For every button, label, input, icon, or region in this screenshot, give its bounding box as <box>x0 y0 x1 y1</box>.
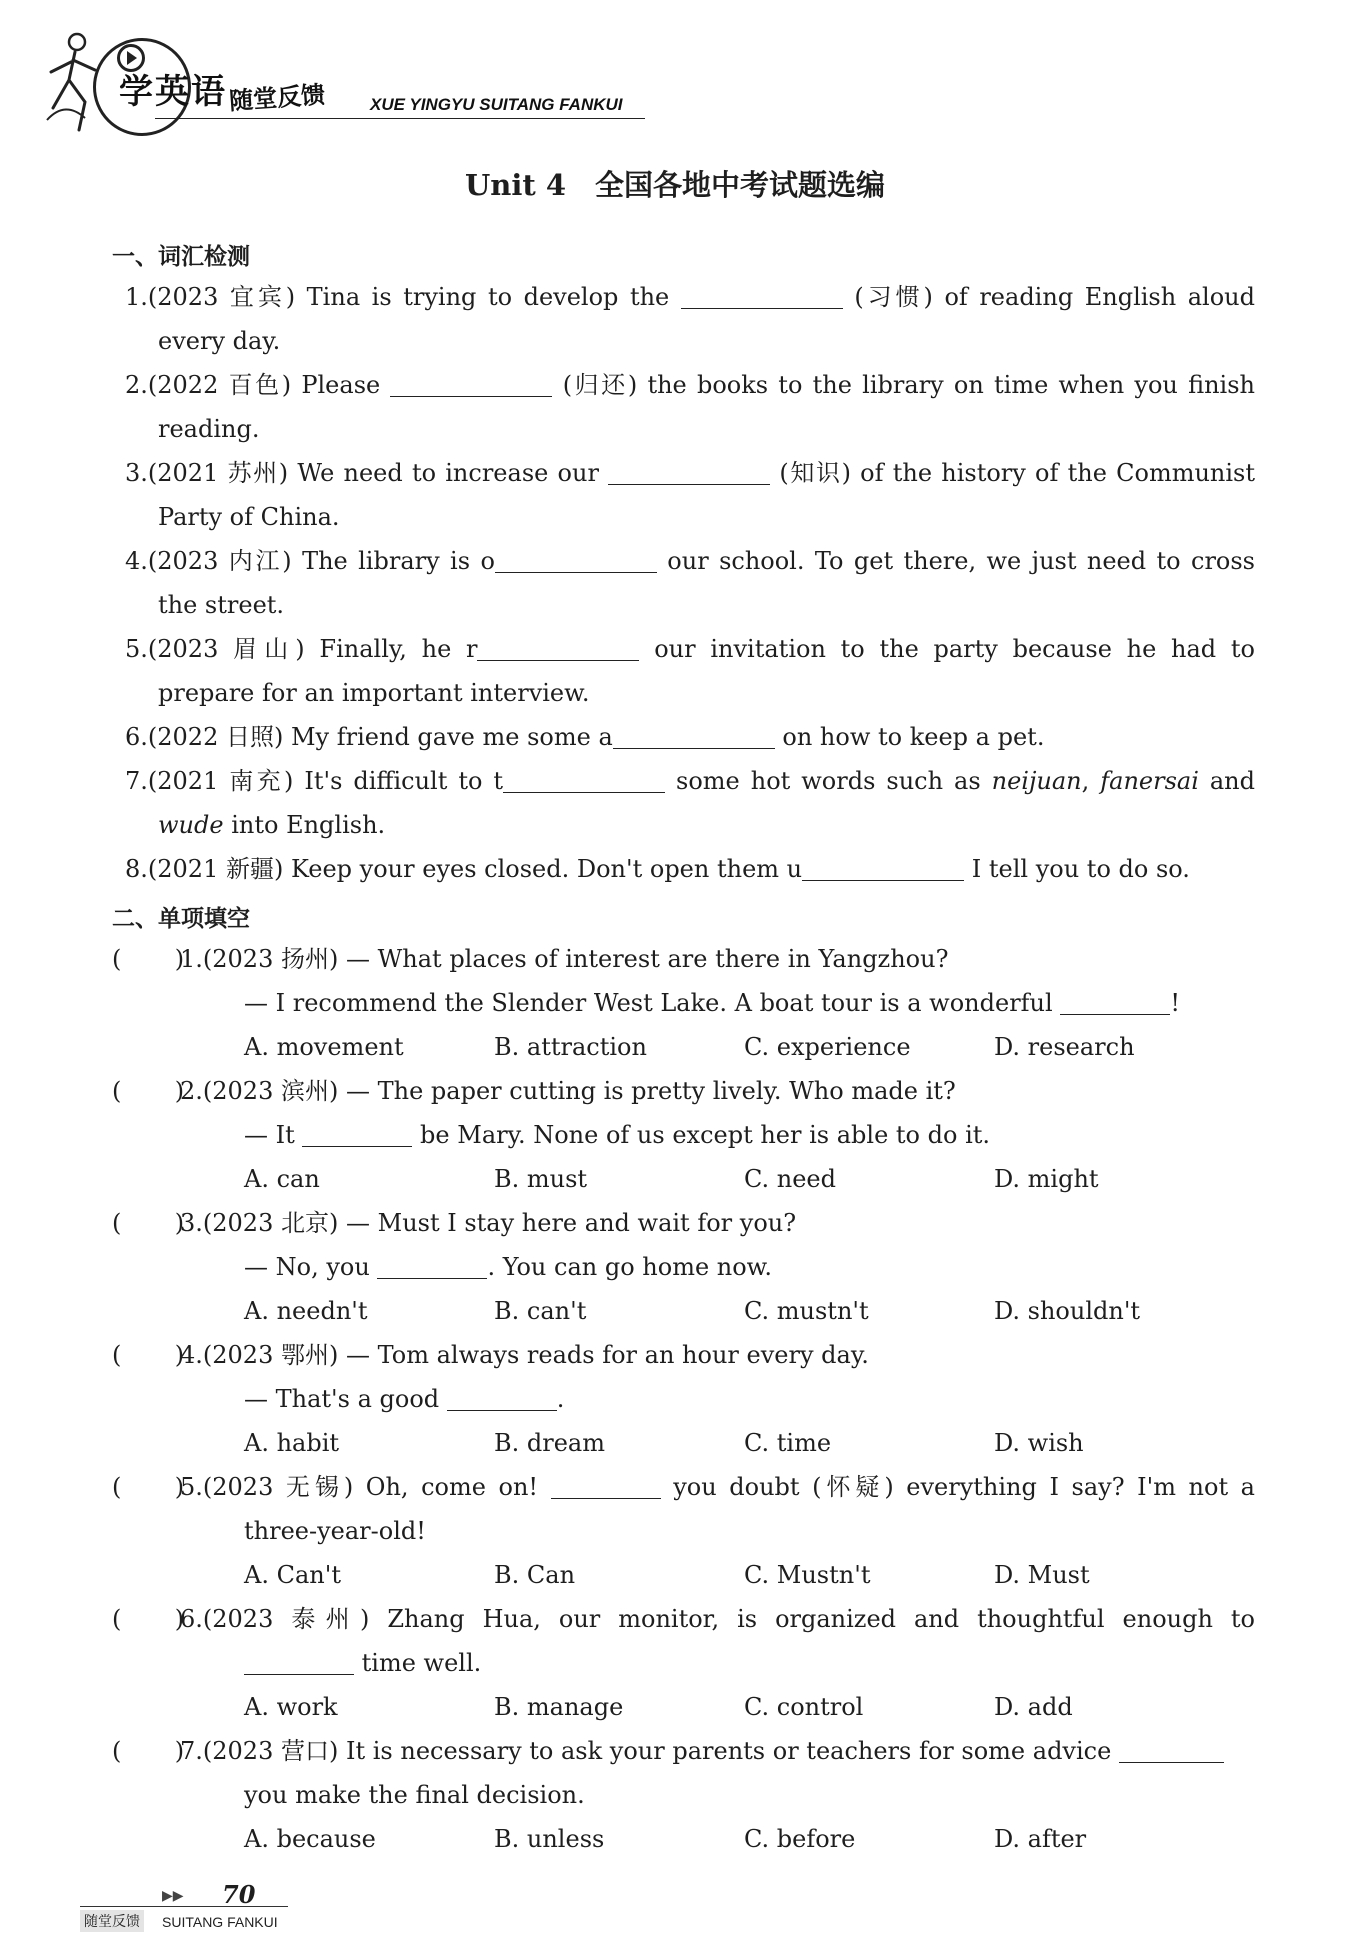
choice-question: 5.(2023 无锡) Oh, come on! you doubt (怀疑) everything I say? I'm not a <box>180 1473 1255 1501</box>
choice-question: 6.(2023 泰州) Zhang Hua, our monitor, is organized and thoughtful enough to <box>180 1605 1255 1633</box>
section-heading-vocab: 一、词汇检测 <box>112 244 250 270</box>
choice-question: 3.(2023 北京) — Must I stay here and wait for you? <box>180 1209 797 1237</box>
choice-question-line2: — It be Mary. None of us except her is able to do it. <box>244 1121 991 1149</box>
section-heading-choice: 二、单项填空 <box>112 906 250 932</box>
vocab-item-continuation: every day. <box>158 327 281 355</box>
option-a[interactable]: A. habit <box>244 1429 340 1457</box>
option-d[interactable]: D. wish <box>994 1429 1084 1457</box>
option-b[interactable]: B. must <box>494 1165 588 1193</box>
answer-blank[interactable] <box>503 766 665 793</box>
answer-parentheses[interactable]: ( ) <box>112 1341 185 1369</box>
answer-blank[interactable] <box>1119 1736 1224 1763</box>
option-a[interactable]: A. work <box>244 1693 338 1721</box>
answer-blank[interactable] <box>377 1252 487 1279</box>
option-a[interactable]: A. needn't <box>244 1297 368 1325</box>
answer-blank[interactable] <box>681 282 843 309</box>
choice-question: 1.(2023 扬州) — What places of interest are there in Yangzhou? <box>180 945 949 973</box>
vocab-item: 1.(2023 宜宾) Tina is trying to develop the (习惯) of reading English aloud <box>125 283 1255 311</box>
option-a[interactable]: A. movement <box>244 1033 404 1061</box>
choice-question: 2.(2023 滨州) — The paper cutting is pretty lively. Who made it? <box>180 1077 956 1105</box>
option-c[interactable]: C. before <box>744 1825 856 1853</box>
vocab-item-continuation: the street. <box>158 591 285 619</box>
answer-blank[interactable] <box>495 546 657 573</box>
option-c[interactable]: C. mustn't <box>744 1297 869 1325</box>
option-d[interactable]: D. might <box>994 1165 1099 1193</box>
option-b[interactable]: B. Can <box>494 1561 576 1589</box>
choice-question-line2: — That's a good . <box>244 1385 565 1413</box>
option-b[interactable]: B. can't <box>494 1297 587 1325</box>
vocab-item: 6.(2022 日照) My friend gave me some a on how to keep a pet. <box>125 723 1045 751</box>
answer-blank[interactable] <box>613 722 775 749</box>
answer-blank[interactable] <box>244 1648 354 1675</box>
answer-parentheses[interactable]: ( ) <box>112 1473 185 1501</box>
choice-question-line2: time well. <box>244 1646 481 1680</box>
footer-label-en: SUITANG FANKUI <box>162 1914 278 1930</box>
option-b[interactable]: B. dream <box>494 1429 605 1457</box>
vocab-item: 7.(2021 南充) It's difficult to t some hot words such as neijuan, fanersai and <box>125 767 1255 795</box>
answer-blank[interactable] <box>302 1120 412 1147</box>
choice-question: 7.(2023 营口) It is necessary to ask your parents or teachers for some advice <box>180 1734 1255 1768</box>
option-a[interactable]: A. because <box>244 1825 376 1853</box>
choice-question-line2: you make the final decision. <box>244 1781 585 1809</box>
answer-parentheses[interactable]: ( ) <box>112 1077 185 1105</box>
option-b[interactable]: B. attraction <box>494 1033 647 1061</box>
answer-parentheses[interactable]: ( ) <box>112 945 185 973</box>
answer-blank[interactable] <box>551 1472 661 1499</box>
option-d[interactable]: D. after <box>994 1825 1087 1853</box>
vocab-item: 8.(2021 新疆) Keep your eyes closed. Don't open them u I tell you to do so. <box>125 855 1190 883</box>
vocab-item-continuation: Party of China. <box>158 503 340 531</box>
option-d[interactable]: D. research <box>994 1033 1135 1061</box>
option-d[interactable]: D. Must <box>994 1561 1090 1589</box>
answer-blank[interactable] <box>802 854 964 881</box>
answer-parentheses[interactable]: ( ) <box>112 1209 185 1237</box>
vocab-item: 4.(2023 内江) The library is o our school. To get there, we just need to cross <box>125 547 1255 575</box>
option-a[interactable]: A. can <box>244 1165 320 1193</box>
option-c[interactable]: C. time <box>744 1429 832 1457</box>
page-number: 70 <box>222 1880 256 1909</box>
option-d[interactable]: D. shouldn't <box>994 1297 1141 1325</box>
header-english: XUE YINGYU SUITANG FANKUI <box>370 95 623 114</box>
option-c[interactable]: C. control <box>744 1693 864 1721</box>
vocab-item: 5.(2023 眉山) Finally, he r our invitation to the party because he had to <box>125 635 1255 663</box>
footer-label-cn: 随堂反馈 <box>80 1910 144 1932</box>
header-title: 学英语 <box>119 72 227 112</box>
vocab-item: 3.(2021 苏州) We need to increase our (知识) of the history of the Communist <box>125 459 1256 487</box>
vocab-item-continuation: wude into English. <box>158 811 386 839</box>
answer-parentheses[interactable]: ( ) <box>112 1605 185 1633</box>
answer-blank[interactable] <box>1060 988 1170 1015</box>
option-a[interactable]: A. Can't <box>244 1561 341 1589</box>
header-subtitle: 随堂反馈 <box>228 80 327 116</box>
option-d[interactable]: D. add <box>994 1693 1073 1721</box>
choice-question-line2: — I recommend the Slender West Lake. A boat tour is a wonderful ! <box>244 989 1180 1017</box>
answer-blank[interactable] <box>608 458 770 485</box>
page-arrow-icon: ▶▶ <box>162 1888 184 1904</box>
answer-blank[interactable] <box>477 634 639 661</box>
answer-parentheses[interactable]: ( ) <box>112 1737 185 1765</box>
header-underline <box>155 118 645 119</box>
choice-question-line2: three-year-old! <box>244 1517 426 1545</box>
answer-blank[interactable] <box>390 370 552 397</box>
answer-blank[interactable] <box>447 1384 557 1411</box>
option-b[interactable]: B. unless <box>494 1825 605 1853</box>
choice-question: 4.(2023 鄂州) — Tom always reads for an hour every day. <box>180 1341 869 1369</box>
vocab-item: 2.(2022 百色) Please (归还) the books to the library on time when you finish <box>125 371 1256 399</box>
option-b[interactable]: B. manage <box>494 1693 624 1721</box>
option-c[interactable]: C. experience <box>744 1033 911 1061</box>
option-c[interactable]: C. need <box>744 1165 836 1193</box>
vocab-item-continuation: prepare for an important interview. <box>158 679 590 707</box>
vocab-item-continuation: reading. <box>158 415 260 443</box>
page-title: Unit 4 全国各地中考试题选编 <box>464 168 886 202</box>
choice-question-line2: — No, you . You can go home now. <box>244 1253 773 1281</box>
footer-divider <box>80 1906 288 1907</box>
option-c[interactable]: C. Mustn't <box>744 1561 871 1589</box>
header-logo <box>45 30 665 140</box>
